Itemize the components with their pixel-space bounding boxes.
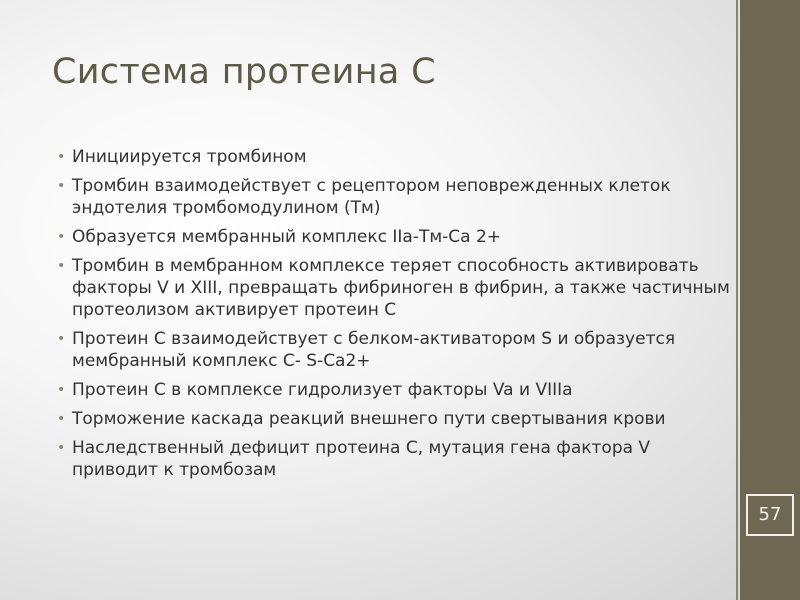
bullet-icon: • — [57, 440, 66, 456]
bullet-text: Торможение каскада реакций внешнего пути свертывания крови — [72, 409, 666, 429]
bullet-item — [56, 226, 736, 248]
bullet-item — [56, 328, 736, 372]
bullet-icon: • — [57, 178, 66, 194]
bullet-icon: • — [57, 229, 66, 245]
bullet-item — [56, 408, 736, 430]
bullet-item — [56, 146, 736, 168]
bullet-text: Тромбин в мембранном комплексе теряет способность активировать факторы V и XIII, превращать фибриноген в фибрин, а также частичным протеолизом активирует протеин С — [72, 256, 730, 320]
sidebar-divider — [736, 0, 738, 600]
bullet-item — [56, 437, 736, 481]
bullet-text: Инициируется тромбином — [72, 147, 307, 167]
bullet-icon: • — [57, 149, 66, 165]
bullet-icon: • — [57, 382, 66, 398]
bullet-text: Образуется мембранный комплекс IIa-Тм-Са 2+ — [72, 227, 502, 247]
bullet-item — [56, 379, 736, 401]
bullet-text: Протеин С взаимодействует с белком-активатором S и образуется мембранный комплекс С- S-Са2+ — [72, 329, 676, 371]
bullet-icon: • — [57, 258, 66, 274]
page-number: 57 — [746, 494, 794, 536]
bullet-item — [56, 175, 736, 219]
bullet-text: Тромбин взаимодействует с рецептором неповрежденных клеток эндотелия тромбомодулином (Тм) — [72, 176, 671, 218]
bullet-icon: • — [57, 331, 66, 347]
bullet-text: Наследственный дефицит протеина С, мутация гена фактора V приводит к тромбозам — [72, 438, 651, 480]
bullet-icon: • — [57, 411, 66, 427]
bullet-text: Протеин С в комплексе гидролизует факторы Va и VIIIa — [72, 380, 573, 400]
slide-title: Система протеина С — [52, 52, 436, 92]
bullet-list — [56, 146, 736, 488]
bullet-item — [56, 255, 736, 321]
